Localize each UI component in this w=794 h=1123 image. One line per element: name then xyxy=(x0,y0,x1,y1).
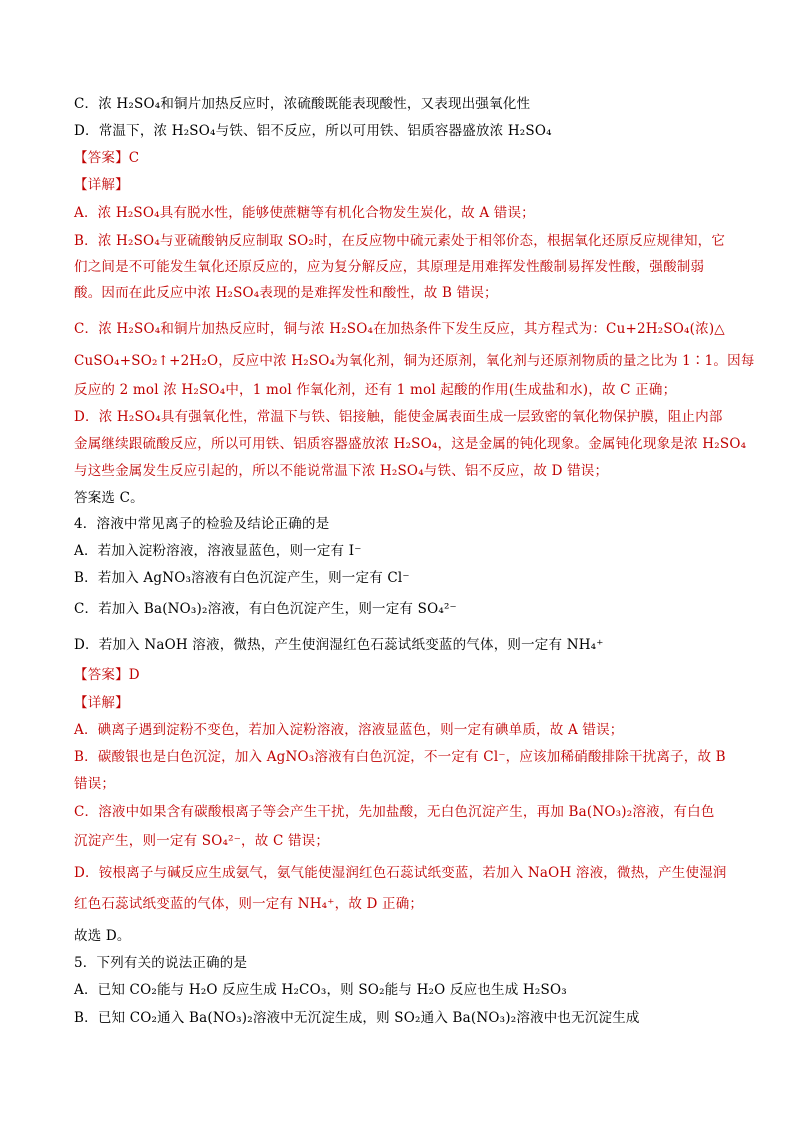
q4-explanation-b-line2: 错误； xyxy=(74,776,116,792)
q3-explanation-b-line2: 们之间是不可能发生氧化还原反应的，应为复分解反应，其原理是用难挥发性酸制易挥发性酸，强酸制弱 xyxy=(74,259,705,275)
q3-explanation-b-line1: B．浓 H₂SO₄与亚硫酸钠反应制取 SO₂时，在反应物中硫元素处于相邻价态，根据氧化还原反应规律知，它 xyxy=(74,233,726,249)
q4-stem: 4．溶液中常见离子的检验及结论正确的是 xyxy=(74,516,330,532)
q4-conclusion: 故选 D。 xyxy=(74,928,131,944)
q3-explanation-c-line1: C．浓 H₂SO₄和铜片加热反应时，铜与浓 H₂SO₄在加热条件下发生反应，其方程式为：Cu+2H₂SO₄(浓)△ xyxy=(74,321,725,337)
q3-option-d: D．常温下，浓 H₂SO₄与铁、铝不反应，所以可用铁、铝质容器盛放浓 H₂SO₄ xyxy=(74,123,552,139)
q3-explanation-b-line3: 酸。因而在此反应中浓 H₂SO₄表现的是难挥发性和酸性，故 B 错误； xyxy=(74,285,498,301)
q3-explanation-a: A．浓 H₂SO₄具有脱水性，能够使蔗糖等有机化合物发生炭化，故 A 错误； xyxy=(74,205,535,221)
q5-stem: 5．下列有关的说法正确的是 xyxy=(74,955,248,971)
q3-explanation-c-line3: 反应的 2 mol 浓 H₂SO₄中，1 mol 作氧化剂，还有 1 mol 起酸的作用(生成盐和水)，故 C 正确； xyxy=(74,382,677,398)
q4-detail-label: 【详解】 xyxy=(74,695,129,711)
q3-answer: 【答案】C xyxy=(74,150,140,166)
q5-option-a: A．已知 CO₂能与 H₂O 反应生成 H₂CO₃，则 SO₂能与 H₂O 反应也生成 H₂SO₃ xyxy=(74,982,567,998)
q4-explanation-d-line1: D．铵根离子与碱反应生成氨气，氨气能使湿润红色石蕊试纸变蓝，若加入 NaOH 溶液，微热，产生使湿润 xyxy=(74,865,727,881)
q4-option-c: C．若加入 Ba(NO₃)₂溶液，有白色沉淀产生，则一定有 SO₄²⁻ xyxy=(74,601,457,617)
q4-option-a: A．若加入淀粉溶液，溶液显蓝色，则一定有 I⁻ xyxy=(74,543,362,559)
q5-option-b: B．已知 CO₂通入 Ba(NO₃)₂溶液中无沉淀生成，则 SO₂通入 Ba(NO₃)₂溶液中也无沉淀生成 xyxy=(74,1010,640,1026)
q3-explanation-d-line3: 与这些金属发生反应引起的，所以不能说常温下浓 H₂SO₄与铁、铝不反应，故 D 错误； xyxy=(74,463,609,479)
q3-option-c: C．浓 H₂SO₄和铜片加热反应时，浓硫酸既能表现酸性，又表现出强氧化性 xyxy=(74,96,531,112)
q4-option-b: B．若加入 AgNO₃溶液有白色沉淀产生，则一定有 Cl⁻ xyxy=(74,570,410,586)
q4-explanation-a: A．碘离子遇到淀粉不变色，若加入淀粉溶液，溶液显蓝色，则一定有碘单质，故 A 错误； xyxy=(74,722,624,738)
q3-explanation-d-line1: D．浓 H₂SO₄具有强氧化性，常温下与铁、铝接触，能使金属表面生成一层致密的氧化物保护膜，阻止内部 xyxy=(74,409,723,425)
q4-answer: 【答案】D xyxy=(74,667,140,683)
q4-option-d: D．若加入 NaOH 溶液，微热，产生使润湿红色石蕊试纸变蓝的气体，则一定有 NH₄⁺ xyxy=(74,637,604,653)
q4-explanation-d-line2: 红色石蕊试纸变蓝的气体，则一定有 NH₄⁺，故 D 正确； xyxy=(74,896,424,912)
q3-conclusion: 答案选 C。 xyxy=(74,490,144,506)
q3-explanation-c-line2: CuSO₄+SO₂↑+2H₂O，反应中浓 H₂SO₄为氧化剂，铜为还原剂，氧化剂与还原剂物质的量之比为 1∶1。因每 xyxy=(74,353,755,369)
q4-explanation-b-line1: B．碳酸银也是白色沉淀，加入 AgNO₃溶液有白色沉淀，不一定有 Cl⁻，应该加稀硝酸排除干扰离子，故 B xyxy=(74,749,726,765)
q4-explanation-c-line1: C．溶液中如果含有碳酸根离子等会产生干扰，先加盐酸，无白色沉淀产生，再加 Ba(NO₃)₂溶液，有白色 xyxy=(74,804,715,820)
q3-detail-label: 【详解】 xyxy=(74,177,129,193)
q3-explanation-d-line2: 金属继续跟硫酸反应，所以可用铁、铝质容器盛放浓 H₂SO₄，这是金属的钝化现象。金属钝化现象是浓 H₂SO₄ xyxy=(74,436,747,452)
q4-explanation-c-line2: 沉淀产生，则一定有 SO₄²⁻，故 C 错误； xyxy=(74,833,330,849)
